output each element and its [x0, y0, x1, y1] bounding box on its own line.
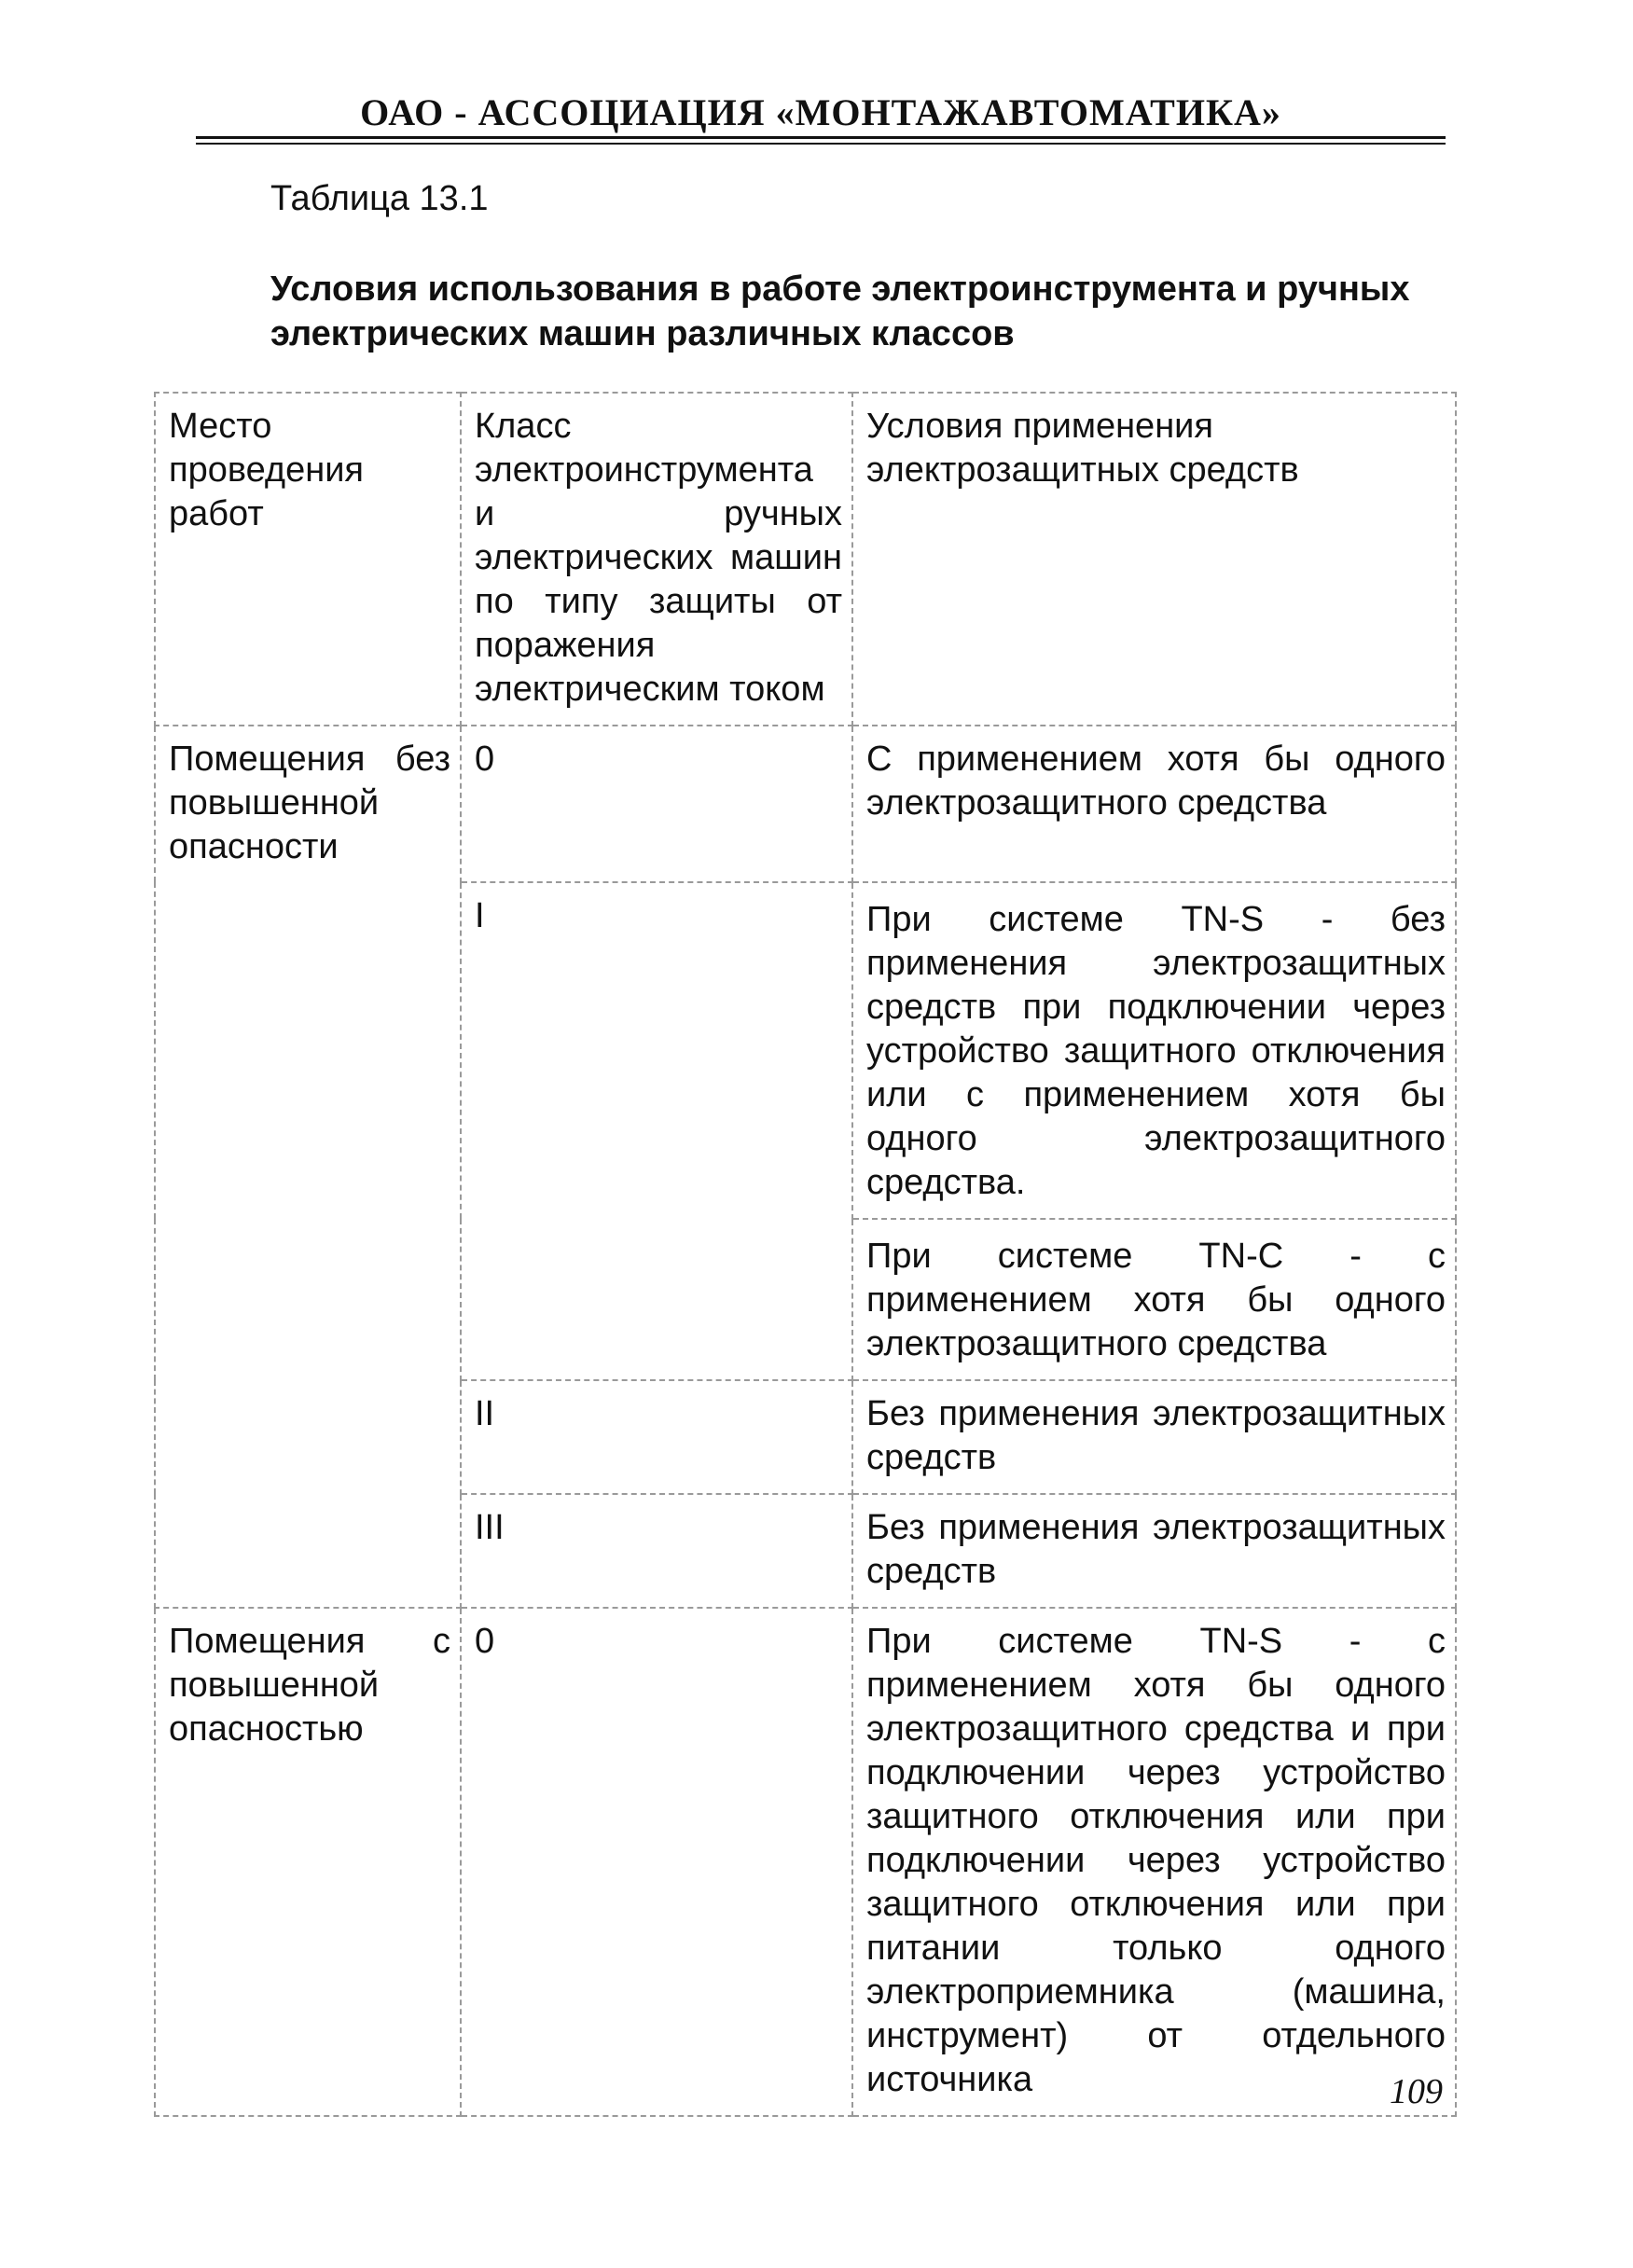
table-row [155, 1608, 1456, 2116]
table-row [155, 726, 1456, 882]
class-cell [461, 1219, 852, 1380]
place-cell-continuation [155, 1219, 461, 1380]
place-cell-continuation [155, 1380, 461, 1494]
table-row [155, 882, 1456, 1219]
conditions-cell: Без применения электрозащитных средств [852, 1380, 1456, 1494]
table-row [155, 1219, 1456, 1380]
place-cell-continuation [155, 1494, 461, 1608]
class-cell: III [461, 1494, 852, 1608]
place-cell: Помещения с повышенной опасностью [155, 1608, 461, 2116]
table-label: Таблица 13.1 [270, 179, 489, 218]
conditions-cell: При системе TN-S - с применением хотя бы одного электрозащитного средства и при подключении через устройство защитного отключения или при подключении через устройство защитного отключения или при питании только одного электроприемника (машина, инструмент) от отдельного источника [852, 1608, 1456, 2116]
conditions-cell: Без применения электрозащитных средств [852, 1494, 1456, 1608]
header-conditions: Условия применения электрозащитных средств [852, 393, 1456, 726]
class-cell: II [461, 1380, 852, 1494]
header-place: Место проведения работ [155, 393, 461, 726]
class-cell: 0 [461, 726, 852, 882]
table-header-row [155, 393, 1456, 726]
page-number: 109 [1390, 2072, 1443, 2111]
class-cell: 0 [461, 1608, 852, 2116]
header-class: Класс электроинструмента и ручных электрических машин по типу защиты от поражения электрическим током [461, 393, 852, 726]
table-row [155, 1494, 1456, 1608]
header-rule-thin [196, 143, 1446, 145]
place-cell-continuation [155, 882, 461, 1219]
conditions-cell: При системе TN-C - с применением хотя бы одного электрозащитного средства [852, 1219, 1456, 1380]
table-title: Условия использования в работе электроинструмента и ручных электрических машин различных классов [270, 270, 1410, 353]
conditions-table [154, 392, 1457, 2117]
place-cell: Помещения без повышенной опасности [155, 726, 461, 882]
running-header: ОАО - АССОЦИАЦИЯ «МОНТАЖАВТОМАТИКА» [360, 91, 1281, 133]
table-row [155, 1380, 1456, 1494]
conditions-cell: При системе TN-S - без применения электрозащитных средств при подключении через устройство защитного отключения или с применением хотя бы одного электрозащитного средства. [852, 882, 1456, 1219]
class-cell: I [461, 882, 852, 1219]
header-rule-thick [196, 136, 1446, 139]
conditions-cell: С применением хотя бы одного электрозащитного средства [852, 726, 1456, 882]
